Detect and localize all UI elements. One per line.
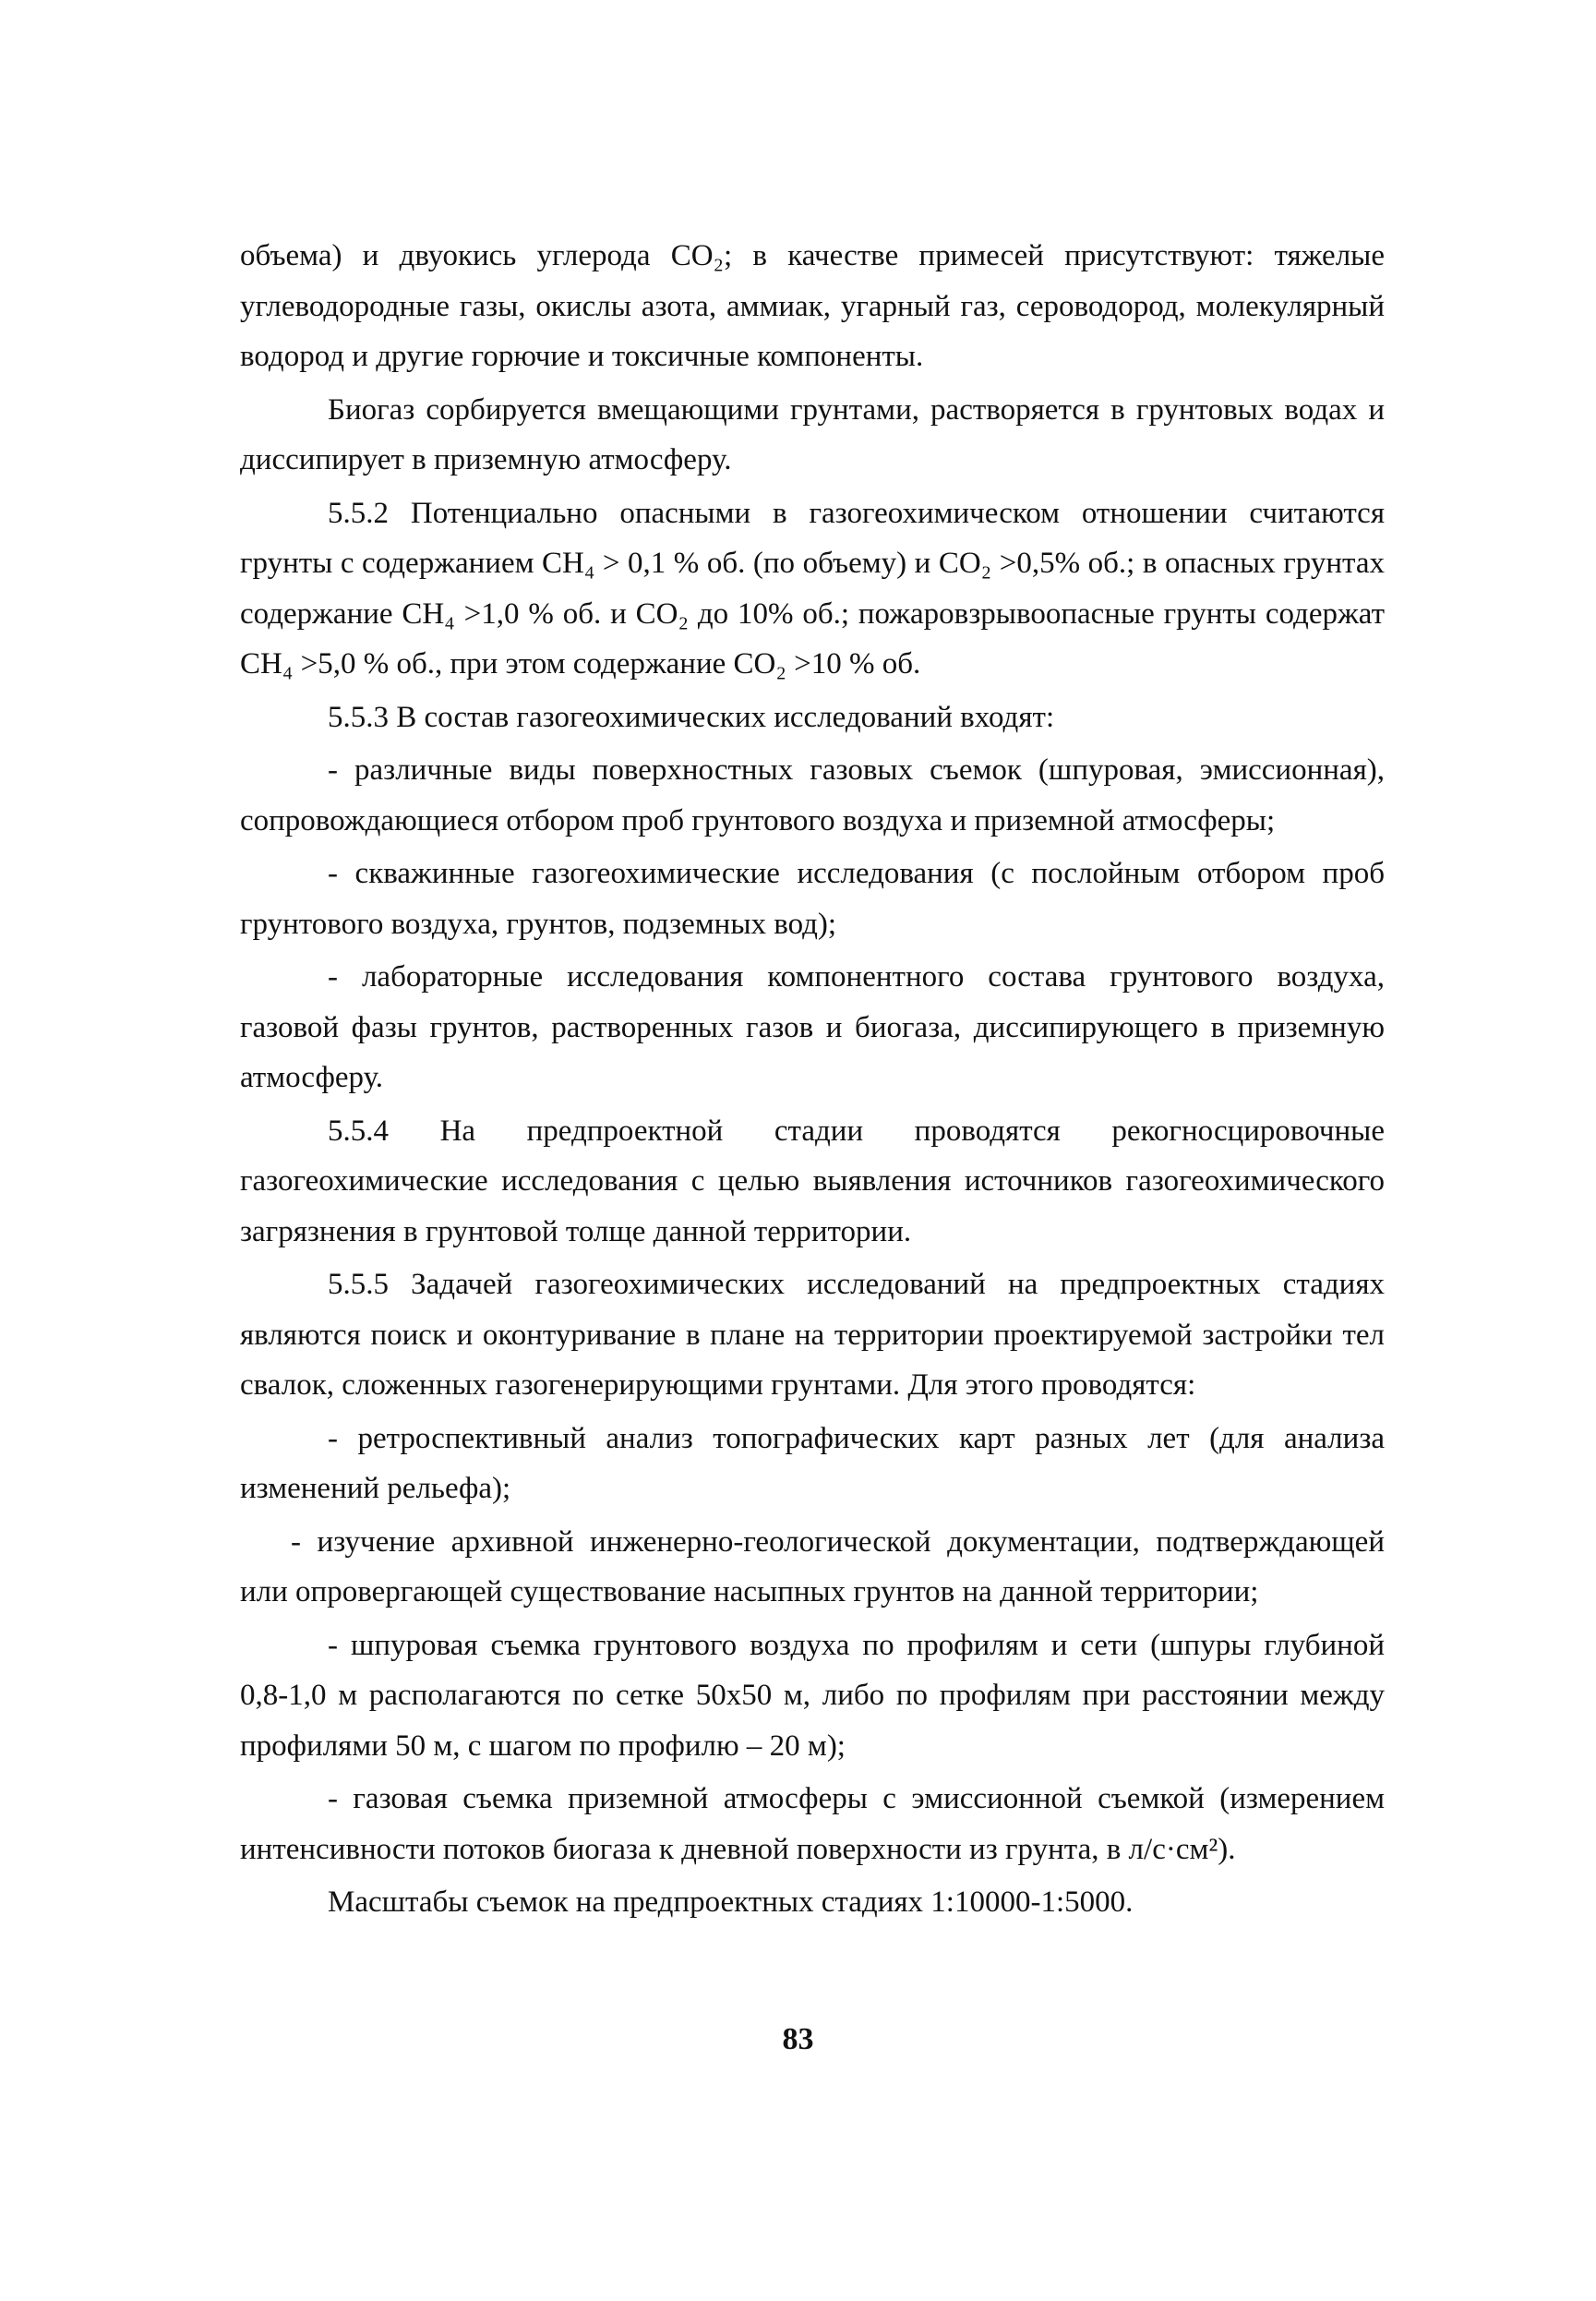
document-page	[240, 231, 1385, 1931]
paragraph-biogas-sorption: Биогаз сорбируется вмещающими грунтами, растворяется в грунтовых водах и диссипирует в приземную атмосферу.	[240, 392, 1385, 476]
paragraph-5-5-3: 5.5.3 В состав газогеохимических исследований входят:	[328, 700, 1055, 734]
list-item-surface-surveys: - различные виды поверхностных газовых съемок (шпуровая, эмиссионная), сопровождающиеся отбором проб грунтового воздуха и приземной атмосферы;	[240, 753, 1385, 837]
paragraph-5-5-2: 5.5.2 Потенциально опасными в газогеохимическом отношении считаются грунты с содержанием CH₄ > 0,1 % об. (по объему) и CO₂ >0,5% об.; в опасных грунтах содержание CH₄ >1,0 % об. и CO₂ до 10% об.; пожаровзрывоопасные грунты содержат CH₄ >5,0 % об., при этом содержание CO₂ >10 % об.	[240, 496, 1385, 681]
paragraph-5-5-5: 5.5.5 Задачей газогеохимических исследований на предпроектных стадиях являются поиск и оконтуривание в плане на территории проектируемой застройки тел свалок, сложенных газогенерирующими грунтами. Для этого проводятся:	[240, 1268, 1385, 1402]
paragraph-5-5-4: 5.5.4 На предпроектной стадии проводятся рекогносцировочные газогеохимические исследования с целью выявления источников газогеохимического загрязнения в грунтовой толще данной территории.	[240, 1114, 1385, 1248]
list-item-borehole-studies: - скважинные газогеохимические исследования (с послойным отбором проб грунтового воздуха, грунтов, подземных вод);	[240, 857, 1385, 941]
list-item-retrospective-analysis: - ретроспективный анализ топографических карт разных лет (для анализа изменений рельефа);	[240, 1421, 1385, 1505]
list-item-gas-survey: - газовая съемка приземной атмосферы с эмиссионной съемкой (измерением интенсивности потоков биогаза к дневной поверхности из грунта, в л/с·см²).	[240, 1782, 1385, 1866]
list-item-borehole-survey: - шпуровая съемка грунтового воздуха по профилям и сети (шпуры глубиной 0,8-1,0 м располагаются по сетке 50х50 м, либо по профилям при расстоянии между профилями 50 м, с шагом по профилю – 20 м);	[240, 1628, 1385, 1763]
list-item-archive-documentation: - изучение архивной инженерно-геологической документации, подтверждающей или опровергающей существование насыпных грунтов на данной территории;	[240, 1524, 1385, 1608]
list-item-laboratory-studies: - лабораторные исследования компонентного состава грунтового воздуха, газовой фазы грунтов, растворенных газов и биогаза, диссипирующего в приземную атмосферу.	[240, 960, 1385, 1094]
paragraph-composition-continued: объема) и двуокись углерода CO₂; в качестве примесей присутствуют: тяжелые углеводородные газы, окислы азота, аммиак, угарный газ, сероводород, молекулярный водород и другие горючие и токсичные компоненты.	[240, 239, 1385, 373]
page-number: 83	[782, 2022, 814, 2056]
paragraph-survey-scales: Масштабы съемок на предпроектных стадиях 1:10000-1:5000.	[328, 1885, 1134, 1919]
